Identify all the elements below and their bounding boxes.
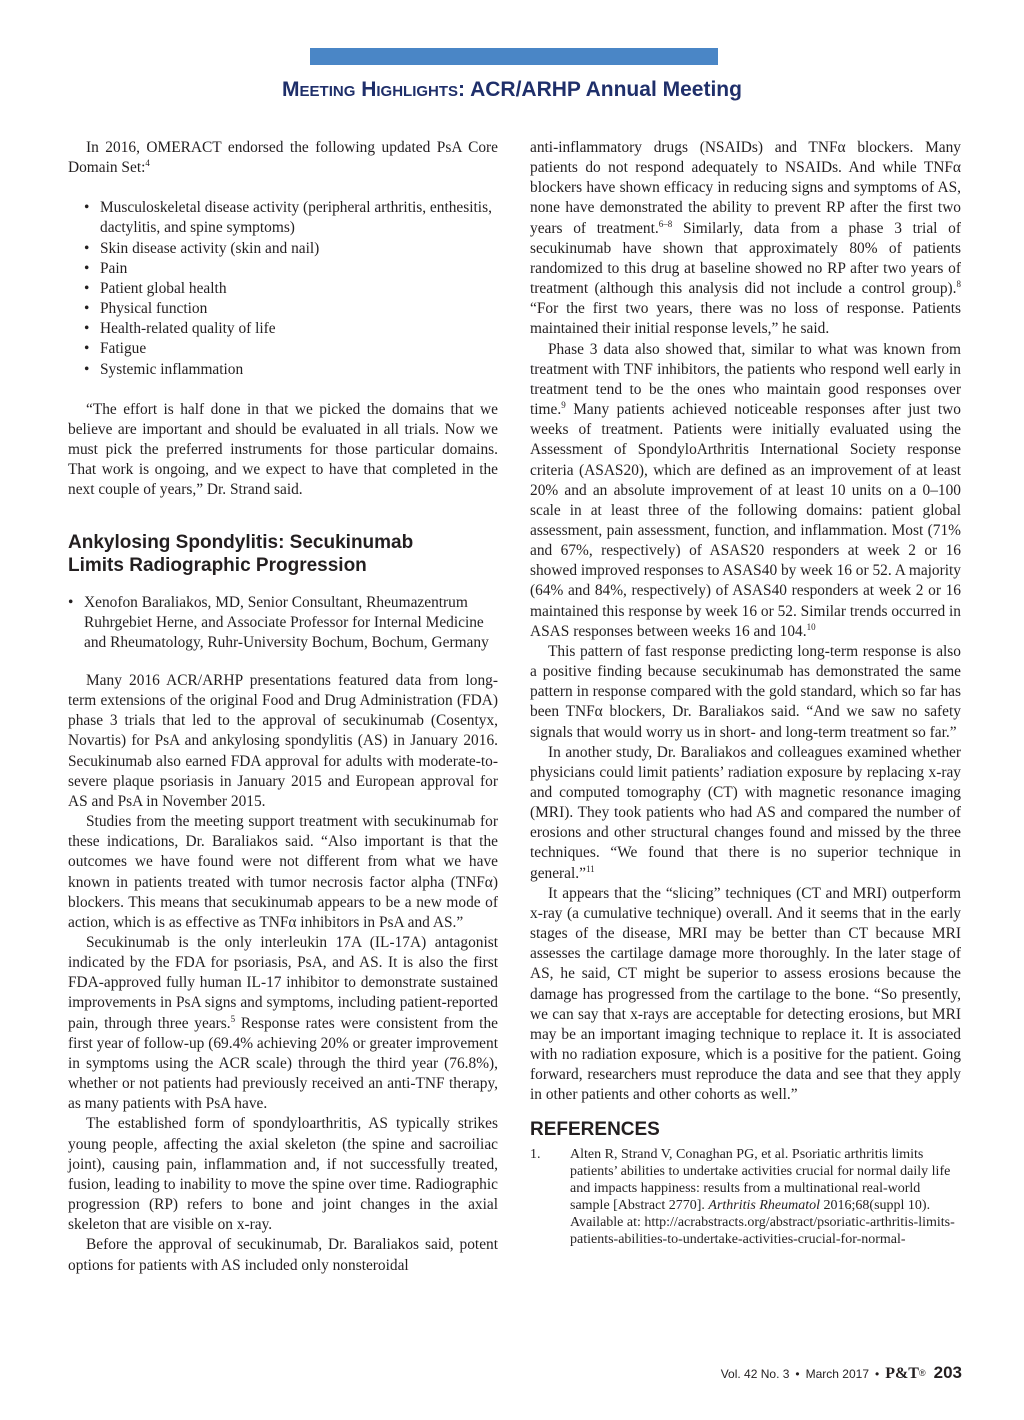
list-item: • Health-related quality of life [100, 319, 498, 339]
reference-number: 1. [530, 1146, 541, 1162]
author-list [68, 593, 498, 653]
reference-list [530, 1146, 961, 1248]
header-color-bar [310, 48, 718, 65]
list-item: • Physical function [100, 299, 498, 319]
list-item: • Patient global health [100, 279, 498, 299]
left-column [68, 138, 498, 1276]
body-paragraph: This pattern of fast response predicting long-term response is also a positive finding because secukinumab has demonstrated the same pattern in response compared with the gold standard, which so far has been TNFα blockers, Dr. Baraliakos said. “And we saw no safety signals that would worry us in short- and long-term treatment so far.” [530, 642, 961, 741]
list-item: • Skin disease activity (skin and nail) [100, 239, 498, 259]
header-title-smallcaps: Meeting Highlights: [282, 78, 466, 101]
reference-item: 1. Alten R, Strand V, Conaghan PG, et al. Psoriatic arthritis limits patients’ abilities to undertake activities crucial for normal daily life and impacts happiness: results from a multinational real-world sample [Abstract 2770]. Arthritis Rheumatol 2016;68(suppl 10). Available at: http://acrabstracts.org/abstract/psoriatic-arthritis-limits-patients-abilities-to-undertake-activities-crucial-for-normal- [530, 1146, 955, 1247]
body-paragraph: anti-inflammatory drugs (NSAIDs) and TNFα blockers. Many patients do not respond adequately to NSAIDs. And while TNFα blockers have shown efficacy in reducing signs and symptoms of AS, none have demonstrated the ability to prevent RP after the first two years of treatment.$^{6-8}$ Similarly, data from a phase 3 trial of secukinumab have shown that approximately 80% of patients randomized to this drug at baseline showed no RP after two years of treatment (although this analysis did not include a control group).$^8$ “For the first two years, there was no loss of response. Patients maintained their initial response levels,” he said. [530, 139, 961, 338]
journal-logo: P&T [885, 1365, 919, 1382]
list-item: • Musculoskeletal disease activity (peripheral arthritis, enthesitis, dactylitis, and spine symptoms) [100, 198, 498, 238]
body-paragraph: The established form of spondyloarthritis, AS typically strikes young people, affecting the axial skeleton (the spine and sacroiliac joint), causing pain, inflammation and, if not successfully treated, fusion, leading to inability to move the spine over time. Radiographic progression (RP) refers to bone and joint changes in the axial skeleton that are visible on x-ray. [68, 1115, 498, 1234]
list-item: • Systemic inflammation [100, 360, 498, 380]
body-paragraph: Many 2016 ACR/ARHP presentations featured data from long-term extensions of the original Food and Drug Administration (FDA) phase 3 trials that led to the approval of secukinumab (Cosentyx, Novartis) for PsA and ankylosing spondylitis (AS) in January 2016. Secukinumab also earned FDA approval for adults with moderate-to-severe plaque psoriasis in January 2015 and European approval for AS and PsA in November 2015. [68, 671, 498, 810]
references-heading: REFERENCES [530, 1118, 660, 1140]
footer-issue: Vol. 42 No. 3 [720, 1367, 790, 1381]
body-paragraph: Before the approval of secukinumab, Dr. Baraliakos said, potent options for patients with AS included only nonsteroidal [68, 1236, 498, 1274]
body-paragraph: It appears that the “slicing” techniques (CT and MRI) outperform x-ray (a cumulative technique) overall. And it seems that in the early stages of the disease, MRI may be better than CT because MRI assesses the cartilage damage more thoroughly. In the later stage of AS, he said, CT might be superior to assess erosions because the damage has progressed from the cartilage to the bone. “So presently, we can say that x-rays are acceptable for detecting erosions, but MRI may be an important imaging technique to replace it. It is associated with no radiation exposure, which is a positive for the patient. Going forward, researchers must reproduce the data and see that they apply in other patients and other cohorts as well.” [530, 884, 961, 1104]
body-paragraph: In another study, Dr. Baraliakos and colleagues examined whether physicians could limit patients’ radiation exposure by replacing x-ray and computed tomography (CT) with magnetic resonance imaging (MRI). They took patients who had AS and compared the number of erosions and other structural changes found and missed by the three techniques. “We found that there is no superior technique in general.”$^{11}$ [530, 743, 961, 882]
running-header [0, 78, 1024, 102]
list-item: • Pain [100, 259, 498, 279]
section-heading: Ankylosing Spondylitis: Secukinumab Limits Radiographic Progression [68, 531, 414, 576]
domain-list [68, 198, 498, 379]
page-footer: Vol. 42 No. 3 • March 2017 • P&T® 203 [720, 1363, 962, 1382]
author-item: • Xenofon Baraliakos, MD, Senior Consultant, Rheumazentrum Ruhrgebiet Herne, and Associate Professor for Internal Medicine and Rheumatology, Ruhr-University Bochum, Bochum, Germany [84, 593, 498, 653]
body-paragraph: Studies from the meeting support treatment with secukinumab for these indications, Dr. Baraliakos said. “Also important is that the outcomes we have found were not different from what we have known in patients treated with tumor necrosis factor alpha (TNFα) blockers. This means that secukinumab appears to be a new mode of action, which is as effective as TNFα inhibitors in PsA and AS.” [68, 813, 498, 931]
footer-date: March 2017 [805, 1367, 869, 1381]
header-title-rest: ACR/ARHP Annual Meeting [465, 78, 742, 101]
strand-quote-paragraph: “The effort is half done in that we picked the domains that we believe are important and should be evaluated in all trials. Now we must pick the preferred instruments for those particular domains. That work is ongoing, and we expect to have that completed in the next couple of years,” Dr. Strand said. [68, 400, 498, 499]
list-item: • Fatigue [100, 339, 498, 359]
right-column [530, 138, 961, 1248]
body-paragraph: Phase 3 data also showed that, similar to what was known from treatment with TNF inhibitors, the patients who respond well early in treatment tend to be the ones who maintain good responses over time.$^9$ Many patients achieved noticeable responses after just two weeks of treatment. Patients were initially evaluated using the Assessment of SpondyloArthritis International Society response criteria (ASAS20), which are defined as an improvement of at least 20% and an absolute improvement of at least 10 units on a 0–100 scale in at least three of the following domains: patient global assessment, pain assessment, function, and inflammation. Most (71% and 67%, respectively) of ASAS20 responders at week 2 or 16 showed improved responses to ASAS40 by week 16 or 52. A majority (64% and 84%, respectively) of ASAS40 responders at week 2 or 16 maintained this response by week 16 or 52. Similar trends occurred in ASAS responses between weeks 16 and 104.10 [530, 340, 961, 640]
page-number: 203 [933, 1363, 962, 1382]
body-paragraph: Secukinumab is the only interleukin 17A (IL-17A) antagonist indicated by the FDA for psoriasis, PsA, and AS. It is also the first FDA-approved fully human IL-17 inhibitor to demonstrate sustained improvements in PsA signs and symptoms, including patient-reported pain, through three years.$^5$ Response rates were consistent from the first year of follow-up (69.4% achieving 20% or greater improvement in symptoms using the ACR scale) through the third year (76.8%), whether or not patients had previously received an anti-TNF therapy, as many patients with PsA have. [68, 934, 498, 1113]
intro-paragraph: In 2016, OMERACT endorsed the following updated PsA Core Domain Set:$^4$ [68, 139, 498, 177]
